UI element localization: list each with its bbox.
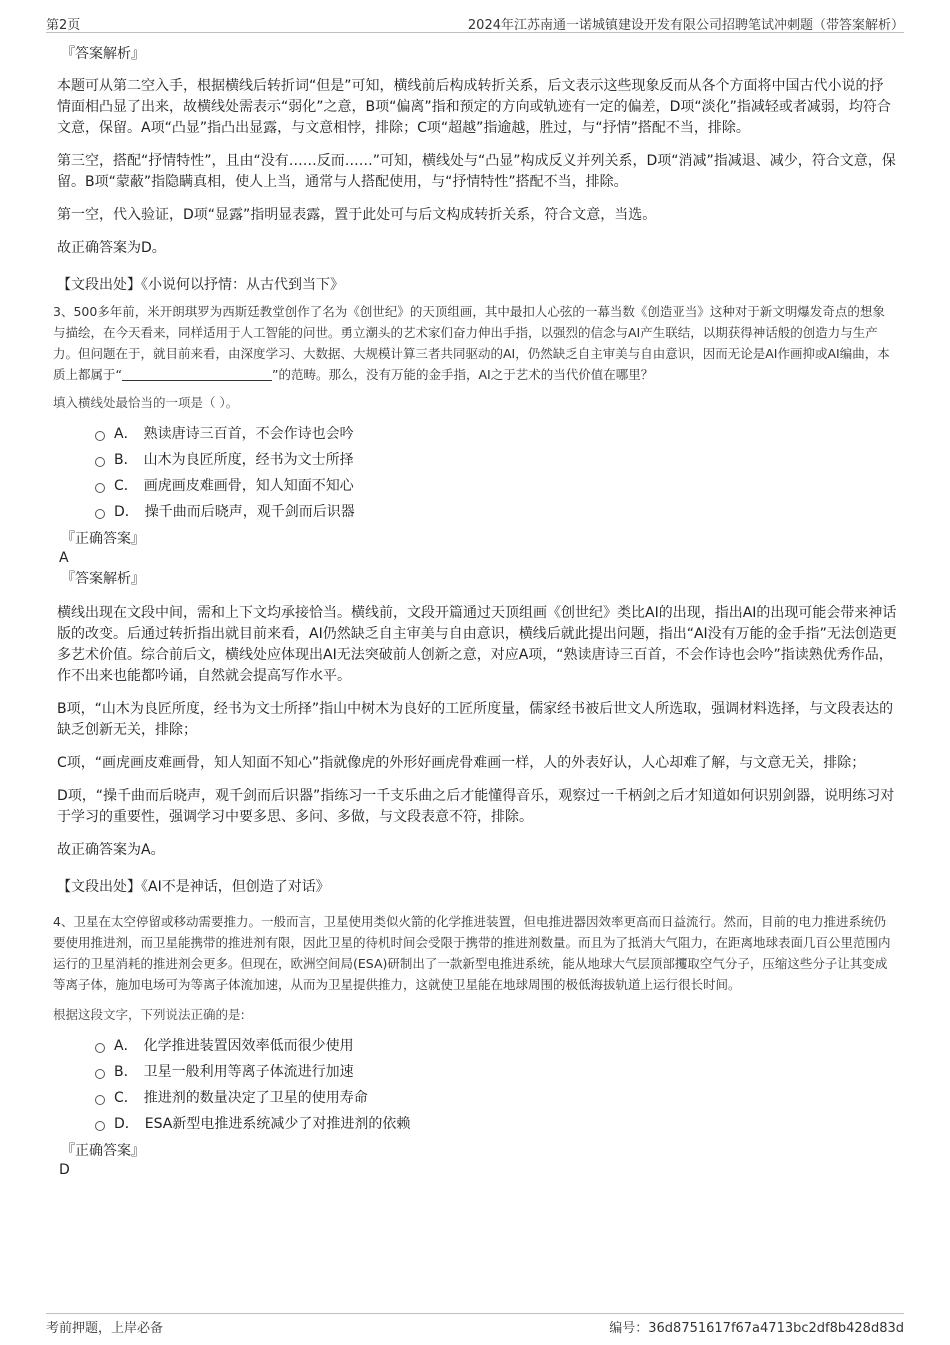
document-body [53,44,897,1181]
option-letter: A． [114,1038,138,1054]
q4-correct-answer: D [59,1162,70,1178]
option-text: ESA新型电推进系统减少了对推进剂的依赖 [144,1116,411,1132]
q4-option-d[interactable] [95,1111,897,1137]
q2-analysis-label: 『答案解析』 [61,46,145,62]
radio-icon[interactable] [95,1069,105,1079]
option-letter: D． [114,504,139,520]
page-footer [46,1313,904,1336]
q4-option-c[interactable] [95,1085,897,1111]
radio-icon[interactable] [95,431,105,441]
q4-question-text: 4、卫星在太空停留或移动需要推力。一般而言，卫星使用类似火箭的化学推进装置，但电推进器因效率更高而日益流行。然而，目前的电力推进系统仍要使用推进剂，而卫星能携带的推进剂有限，因此卫星的待机时间会受限于携带的推进剂数量。而且为了抵消大气阻力，在距离地球表面几百公里范围内运行的卫星消耗的推进剂会更多。但现在，欧洲空间局(ESA)研制出了一款新型电推进系统，能从地球大气层顶部攫取空气分子，压缩这些分子让其变成等离子体，施加电场可为等离子体流加速，从而为卫星提供推力，这就使卫星能在地球周围的极低海拔轨道上运行很长时间。 [53,914,891,992]
radio-icon[interactable] [95,509,105,519]
option-text: 推进剂的数量决定了卫星的使用寿命 [143,1090,368,1106]
q2-analysis-para-1: 本题可从第二空入手，根据横线后转折词“但是”可知，横线前后构成转折关系，后文表示这些现象反而从各个方面将中国古代小说的抒情面相凸显了出来，故横线处需表示“弱化”之意，B项“偏离”指和预定的方向或轨迹有一定的偏差，D项“淡化”指减轻或者减弱，均符合文意，保留。A项“凸显”指凸出显露，与文意相悖，排除；C项“超越”指逾越，胜过，与“抒情”搭配不当，排除。 [57,78,891,136]
option-text: 化学推进装置因效率低而很少使用 [143,1038,354,1054]
q3-option-d[interactable] [95,499,897,525]
document-code: 编号：36d8751617f67a4713bc2df8b428d83d [609,1321,904,1336]
option-letter: C． [114,1090,138,1106]
page-number: 第2页 [46,18,81,33]
radio-icon[interactable] [95,1095,105,1105]
q4-option-a[interactable] [95,1033,897,1059]
q2-source: 【文段出处】《小说何以抒情：从古代到当下》 [57,277,344,293]
document-title: 2024年江苏南通一诺城镇建设开发有限公司招聘笔试冲刺题（带答案解析） [467,18,904,33]
option-letter: C． [114,478,138,494]
q3-correct-answer: A [59,550,69,566]
q3-question-text [53,301,897,385]
q3-text-before-blank: 3、500多年前，米开朗琪罗为西斯廷教堂创作了名为《创世纪》的天顶组画，其中最扣人心弦的一幕当数《创造亚当》这种对于新文明爆发奇点的想象与描绘，在今天看来，同样适用于人工智能的问世。勇立潮头的艺术家们奋力伸出手指，以强烈的信念与AI产生联结，以期获得神话般的创造力与生产力。但问题在于，就目前来看，由深度学习、大数据、大规模计算三者共同驱动的AI，仍然缺乏自主审美与自由意识，因而无论是AI作画抑或AI编曲，本质上都属于“ [53,304,890,382]
page-header [46,12,904,33]
q2-analysis-para-3: 第一空，代入验证，D项“显露”指明显表露，置于此处可与后文构成转折关系，符合文意，当选。 [57,207,657,223]
q4-correct-label: 『正确答案』 [61,1143,145,1159]
q3-answer-blank [122,366,272,381]
q3-option-c[interactable] [95,473,897,499]
radio-icon[interactable] [95,483,105,493]
q4-options [95,1033,897,1137]
q2-analysis-para-2: 第三空，搭配“抒情特性”，且由“没有……反而……”可知，横线处与“凸显”构成反义并列关系，D项“消减”指减退、减少，符合文意，保留。B项“蒙蔽”指隐瞒真相，使人上当，通常与人搭配使用，与“抒情特性”搭配不当，排除。 [57,153,896,190]
q3-correct-label: 『正确答案』 [61,531,145,547]
q3-analysis-para-2: B项，“山木为良匠所度，经书为文士所择”指山中树木为良好的工匠所度量，儒家经书被后世文人所选取，强调材料选择，与文段表达的缺乏创新无关，排除； [57,701,894,738]
option-letter: B． [114,1064,138,1080]
q3-analysis-conclusion: 故正确答案为A。 [57,842,165,858]
option-text: 画虎画皮难画骨，知人知面不知心 [143,478,354,494]
q3-prompt: 填入横线处最恰当的一项是（ ）。 [53,395,239,410]
q3-analysis-label: 『答案解析』 [61,571,145,587]
q3-options [95,421,897,525]
option-letter: A． [114,426,138,442]
q4-option-b[interactable] [95,1059,897,1085]
radio-icon[interactable] [95,457,105,467]
q3-analysis-para-3: C项，“画虎画皮难画骨，知人知面不知心”指就像虎的外形好画虎骨难画一样，人的外表好认，人心却难了解，与文意无关，排除； [57,755,866,771]
option-letter: B． [114,452,138,468]
q3-option-a[interactable] [95,421,897,447]
q3-text-after-blank: ”的范畴。那么，没有万能的金手指，AI之于艺术的当代价值在哪里？ [271,367,654,382]
q3-option-b[interactable] [95,447,897,473]
option-text: 山木为良匠所度，经书为文士所择 [143,452,354,468]
q3-analysis-para-1: 横线出现在文段中间，需和上下文均承接恰当。横线前，文段开篇通过天顶组画《创世纪》类比AI的出现，指出AI的出现可能会带来神话版的改变。后通过转折指出就目前来看，AI仍然缺乏自主审美与自由意识，横线后就此提出问题，指出“AI没有万能的金手指”无法创造更多艺术价值。综合前后文，横线处应体现出AI无法突破前人创新之意，对应A项，“熟读唐诗三百首，不会作诗也会吟”指读熟优秀作品，作不出来也能都吟诵，自然就会提高写作水平。 [57,605,897,684]
option-letter: D． [114,1116,139,1132]
option-text: 卫星一般利用等离子体流进行加速 [143,1064,354,1080]
option-text: 操千曲而后晓声，观千剑而后识器 [144,504,355,520]
radio-icon[interactable] [95,1121,105,1131]
q4-prompt: 根据这段文字，下列说法正确的是: [53,1007,245,1022]
q3-analysis-para-4: D项，“操千曲而后晓声，观千剑而后识器”指练习一千支乐曲之后才能懂得音乐，观察过一千柄剑之后才知道如何识别剑器，说明练习对于学习的重要性，强调学习中要多思、多问、多做，与文段表意不符，排除。 [57,788,895,825]
footer-tip: 考前押题，上岸必备 [46,1321,164,1336]
option-text: 熟读唐诗三百首，不会作诗也会吟 [143,426,354,442]
q3-source: 【文段出处】《AI不是神话，但创造了对话》 [57,879,330,895]
q2-analysis-conclusion: 故正确答案为D。 [57,240,166,256]
radio-icon[interactable] [95,1043,105,1053]
